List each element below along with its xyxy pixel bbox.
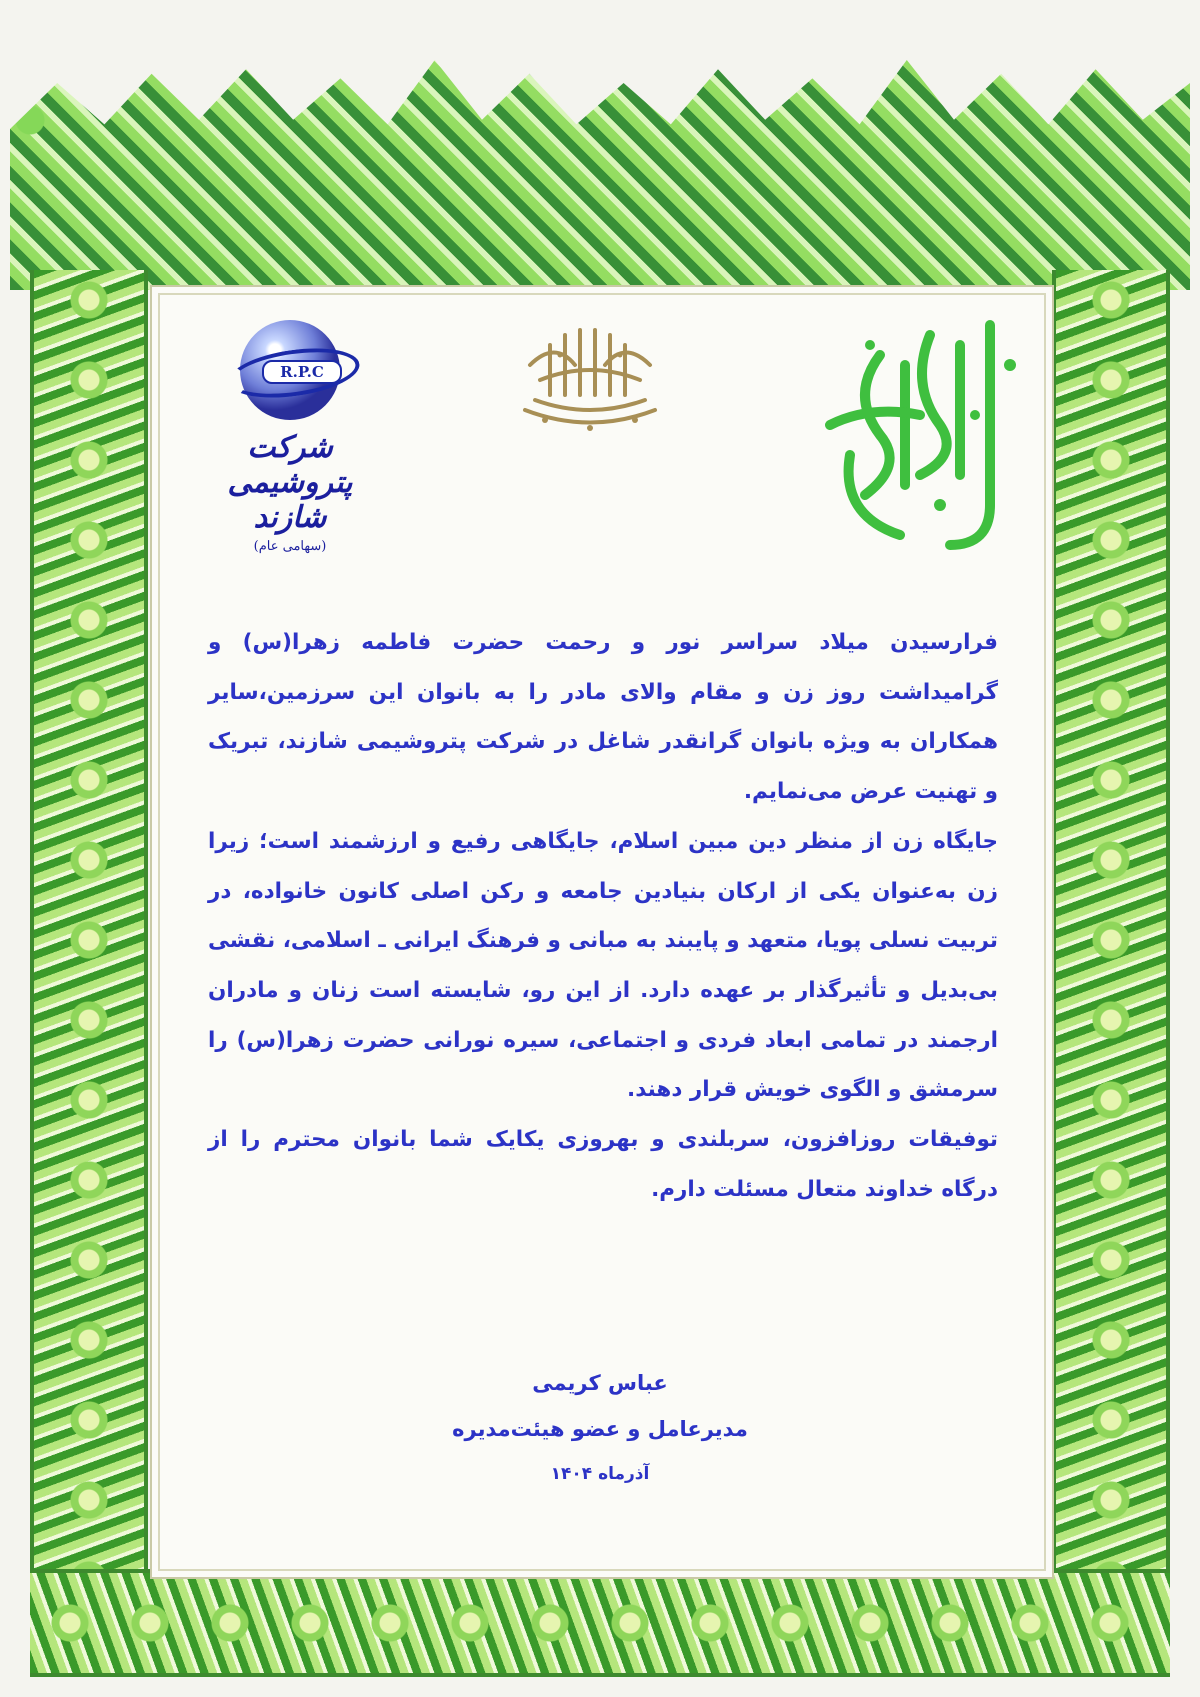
signatory-name: عباس کریمی [532,1371,668,1395]
basmala-calligraphy [505,320,675,450]
paragraph-status-of-women: جایگاه زن از منظر دین مبین اسلام، جایگاهی رفیع و ارزشمند است؛ زیرا زن به‌عنوان یکی از ارکان بنیادین جامعه و رکن اصلی کانون خانواده، در تربیت نسلی پویا، متعهد و پایبند به مبانی و فرهنگ ایرانی ـ اسلامی، نقشی بی‌بدیل و تأثیرگذار بر عهده دارد. از این رو، شایسته است زنان و مادران ارجمند در تمامی ابعاد فردی و اجتماعی، سیره نورانی حضرت زهرا(س) را سرمشق و الگوی خویش قرار دهند. [208,828,998,1103]
letter-body [208,618,998,1214]
letter-date: آذرماه ۱۴۰۴ [550,1464,650,1484]
decorative-bottom-border [30,1569,1170,1677]
decorative-top-border [10,60,1190,290]
decorative-left-border [30,270,148,1582]
globe-logo-icon [240,320,340,420]
logo-initials: R.P.C [262,360,342,384]
paragraph-greeting: فرارسیدن میلاد سراسر نور و رحمت حضرت فاطمه زهرا(س) و گرامیداشت روز زن و مقام والای مادر را به بانوان این سرزمین،سایر همکاران به ویژه بانوان گرانقدر شاغل در شرکت پتروشیمی شازند، تبریک و تهنیت عرض می‌نمایم. [208,630,998,805]
company-name: شرکت پتروشیمی شازند [227,430,353,535]
signatory-title: مدیرعامل و عضو هیئت‌مدیره [452,1417,748,1441]
paragraph-closing-wishes: توفیقات روزافزون، سربلندی و بهروزی یکایک شما بانوان محترم را از درگاه خداوند متعال مسئلت دارم. [208,1127,998,1202]
company-type: (سهامی عام) [253,539,327,554]
fatima-calligraphy [810,305,1030,565]
company-logo [190,320,390,554]
signature-block [450,1360,750,1496]
decorative-right-border [1052,270,1170,1582]
